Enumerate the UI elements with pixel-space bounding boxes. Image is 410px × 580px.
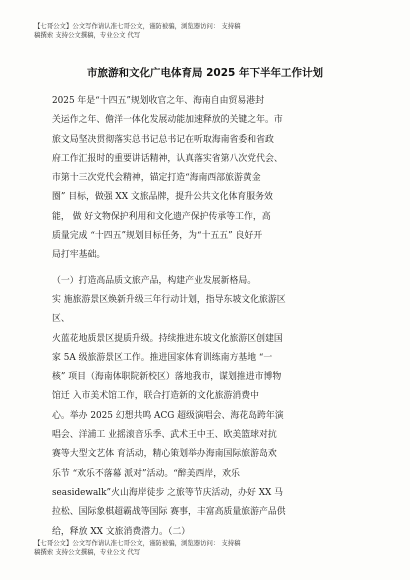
text-line: 府工作汇报时的重要讲话精神，认真落实省第八次党代会、 [52,153,283,164]
text-line: seasidewalk”火山海岸徒步 之旅等节庆活动，办好 XX 马 [52,487,284,498]
text-line: 能， 做 好文物保护利用和文化遗产保护传承等工作，高 [52,211,271,222]
text-line: 乐节 “欢乐不落幕 派对”活动。“醉美西岸，欢乐 [52,468,240,479]
text-line: 2025 年是“十四五”规划收官之年、海南自由贸易港封 [52,96,264,106]
footer-banner-line: 稿撰索 支持公文撰稿，专业公文 代写 [34,548,141,556]
text-line: 给，释放 XX 文旅消费潜力。（二） [52,526,191,537]
intro-paragraph [52,92,362,266]
document-body [52,92,362,542]
text-line: 局打牢基础。 [52,250,106,261]
text-line: 馆迁 入市美术馆工作，联合打造新的文化旅游消费中 [52,391,259,402]
footer-banner-line: 【七哥公文】公文写作请认准七哥公文，谨防被骗，浏览器访问： 支持稿 [34,539,241,547]
text-line: 唱会、洋浦工 业摇滚音乐季、武术王中王、欧美篮球对抗 [52,430,277,441]
text-line: 核” 项目（海南体职院新校区）落地我市，谋划推进市博物 [52,372,282,383]
text-line: 旅文局坚决贯彻落实总书记总书记在听取海南省委和省政 [52,134,274,145]
section-one-paragraph [52,272,362,542]
header-banner-line: 【七哥公文】公文写作请认准七哥公文，谨防被骗，浏览器访问： 支持稿 [34,22,241,30]
text-line: 心。举办 2025 幻想共鸣 ACG 超级演唱会、海花岛跨年演 [52,410,284,421]
text-line: 市第十三次党代会精神，锚定打造“海南西部旅游黄金 [52,173,261,184]
text-line: 拉松、国际象棋超霸战等国际 赛事，丰富高质量旅游产品供 [52,507,286,518]
document-title: 市旅游和文化广电体育局 2025 年下半年工作计划 [86,67,324,79]
header-banner [34,22,384,40]
text-line: 区、 [52,314,70,325]
text-line: 赛等大型文艺体 育活动，精心策划举办海南国际旅游岛欢 [52,449,277,460]
text-line: 关运作之年、儋洋一体化发展动能加速释放的关键之年。市 [52,115,283,126]
text-line: 实 施旅游景区焕新升级三年行动计划，指导东坡文化旅游区 [52,294,286,305]
text-line: 家 5A 级旅游景区工作。推进国家体育训练南方基地 “一 [52,352,273,363]
text-line: 质量完成 “十四五”规划目标任务，为“十五五” 良好开 [52,231,263,242]
text-line: （一）打造高品质文旅产品，构建产业发展新格局。 [52,275,257,286]
header-banner-line: 稿撰索 支持公文撰稿，专业公文 代写 [34,31,141,39]
text-line: 火蓝花地质景区提质升级。持续推进东坡文化旅游区创建国 [52,333,283,344]
text-line: 圈” 目标，做强 XX 文旅品牌，提升公共文化体育服务效 [52,192,273,203]
footer-banner [34,539,384,557]
